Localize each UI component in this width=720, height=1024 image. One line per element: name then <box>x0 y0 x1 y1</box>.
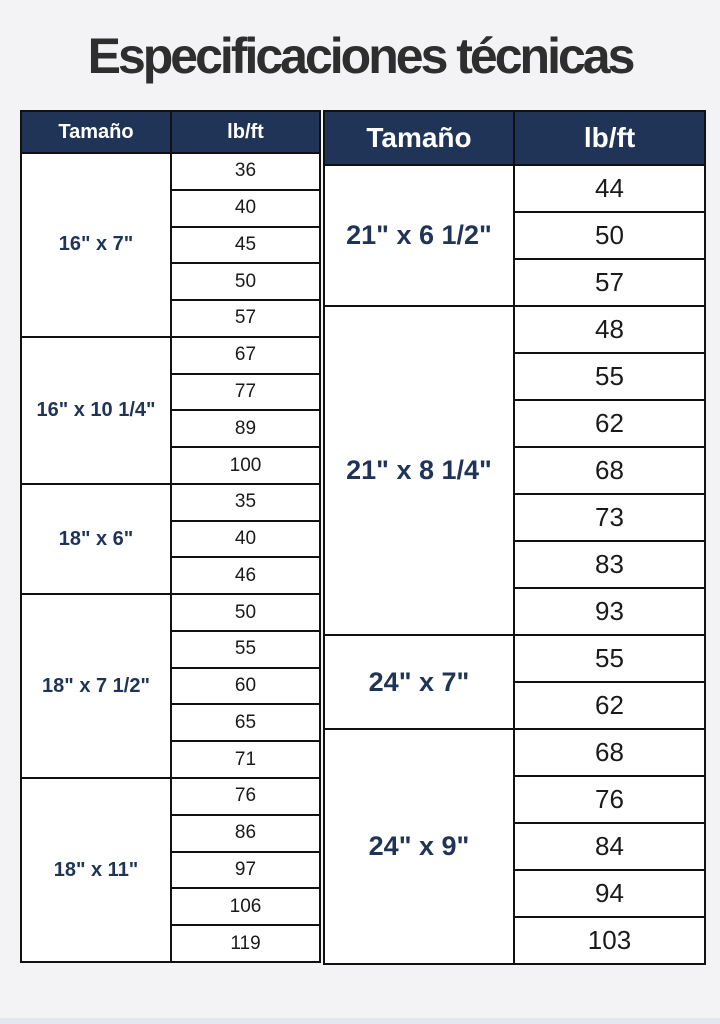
weight-cell: 40 <box>171 521 320 558</box>
weight-cell: 57 <box>514 259 705 306</box>
weight-cell: 103 <box>514 917 705 964</box>
weight-cell: 71 <box>171 741 320 778</box>
table-row <box>21 594 320 631</box>
table-row <box>324 165 705 212</box>
weight-cell: 119 <box>171 925 320 962</box>
weight-cell: 68 <box>514 729 705 776</box>
weight-cell: 93 <box>514 588 705 635</box>
weight-cell: 60 <box>171 668 320 705</box>
weight-cell: 50 <box>171 594 320 631</box>
weight-cell: 76 <box>171 778 320 815</box>
weight-cell: 40 <box>171 190 320 227</box>
weight-cell: 45 <box>171 227 320 264</box>
size-cell: 18" x 6" <box>21 484 171 594</box>
weight-cell: 67 <box>171 337 320 374</box>
weight-cell: 100 <box>171 447 320 484</box>
size-cell: 16" x 10 1/4" <box>21 337 171 484</box>
weight-cell: 55 <box>514 353 705 400</box>
column-header-size: Tamaño <box>324 111 514 165</box>
weight-cell: 55 <box>171 631 320 668</box>
spec-table-left <box>20 110 321 963</box>
column-header-weight: lb/ft <box>514 111 705 165</box>
size-cell: 18" x 7 1/2" <box>21 594 171 778</box>
spec-table-right <box>323 110 706 965</box>
weight-cell: 48 <box>514 306 705 353</box>
size-cell: 21" x 6 1/2" <box>324 165 514 306</box>
size-cell: 21" x 8 1/4" <box>324 306 514 635</box>
bottom-strip <box>0 1018 720 1024</box>
size-cell: 16" x 7" <box>21 153 171 337</box>
weight-cell: 86 <box>171 815 320 852</box>
weight-cell: 76 <box>514 776 705 823</box>
weight-cell: 35 <box>171 484 320 521</box>
size-cell: 18" x 11" <box>21 778 171 962</box>
table-row <box>21 153 320 190</box>
table-row <box>21 337 320 374</box>
size-cell: 24" x 9" <box>324 729 514 964</box>
table-body <box>324 165 705 964</box>
weight-cell: 50 <box>514 212 705 259</box>
table-row <box>324 306 705 353</box>
weight-cell: 106 <box>171 888 320 925</box>
weight-cell: 89 <box>171 410 320 447</box>
table-row <box>324 635 705 682</box>
table-row <box>324 729 705 776</box>
weight-cell: 83 <box>514 541 705 588</box>
table-body <box>21 153 320 962</box>
weight-cell: 73 <box>514 494 705 541</box>
weight-cell: 84 <box>514 823 705 870</box>
table-row <box>21 484 320 521</box>
weight-cell: 44 <box>514 165 705 212</box>
table-row <box>21 778 320 815</box>
weight-cell: 50 <box>171 263 320 300</box>
column-header-weight: lb/ft <box>171 111 320 153</box>
weight-cell: 57 <box>171 300 320 337</box>
size-cell: 24" x 7" <box>324 635 514 729</box>
weight-cell: 97 <box>171 852 320 889</box>
weight-cell: 55 <box>514 635 705 682</box>
weight-cell: 46 <box>171 557 320 594</box>
column-header-size: Tamaño <box>21 111 171 153</box>
table-header-row <box>324 111 705 165</box>
weight-cell: 94 <box>514 870 705 917</box>
table-header-row <box>21 111 320 153</box>
weight-cell: 36 <box>171 153 320 190</box>
weight-cell: 62 <box>514 682 705 729</box>
weight-cell: 68 <box>514 447 705 494</box>
weight-cell: 65 <box>171 704 320 741</box>
weight-cell: 62 <box>514 400 705 447</box>
page-title: Especificaciones técnicas <box>87 28 633 84</box>
weight-cell: 77 <box>171 374 320 411</box>
